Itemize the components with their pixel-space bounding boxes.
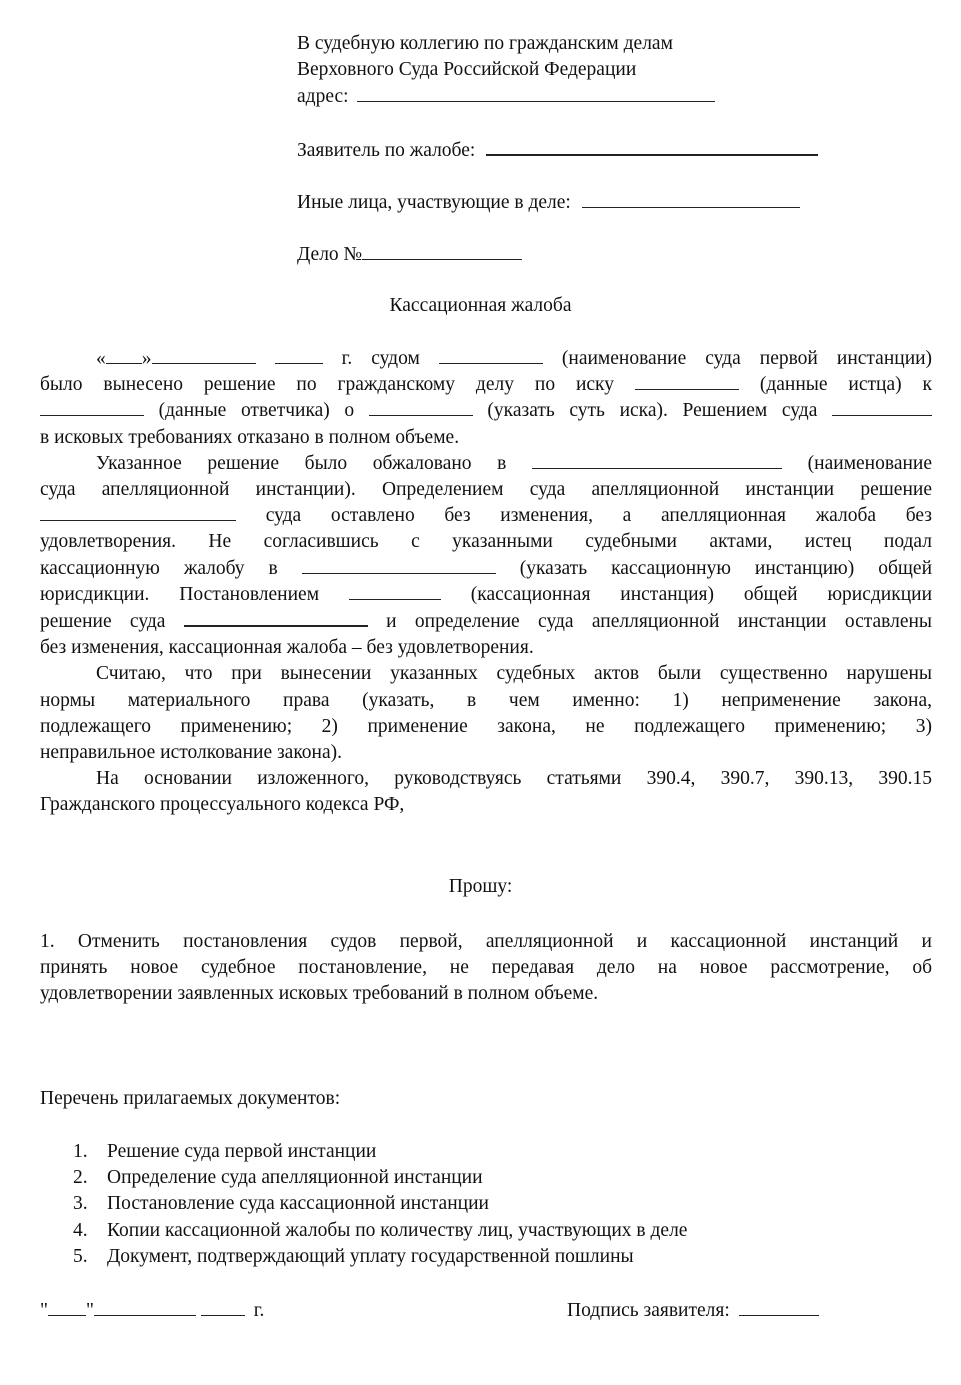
case-label: Дело № [297,244,363,265]
date-row [40,1298,264,1324]
list-item-number: 5. [73,1245,88,1267]
p2-text-unchanged: суда оставлено без изменения, а апелляционная жалоба без [265,505,932,527]
ruling-blank[interactable] [349,582,441,600]
others-blank[interactable] [582,190,800,208]
address-blank[interactable] [357,84,715,102]
p4-line-1: На основании изложенного, руководствуясь статьями 390.4, 390.7, 390.13, 390.15 [96,768,932,790]
date-quote-open: " [40,1300,48,1321]
date-year-suffix: г. [253,1300,265,1321]
p2-text-ruling: юрисдикции. Постановлением [40,583,320,605]
p1-line-4: в исковых требованиях отказано в полном объеме. [40,426,460,448]
list-item [73,1191,687,1217]
appeal-decision-blank[interactable] [40,503,236,521]
others-label: Иные лица, участвующие в деле: [297,192,571,213]
p2-text-cassation-hint: (указать кассационную инстанцию) общей [519,557,933,579]
list-item-text: Постановление суда кассационной инстанции [107,1193,489,1215]
p1-text-essence-hint: (указать суть иска). Решением суда [487,400,818,422]
p2-text-cassation: кассационную жалобу в [40,557,278,579]
case-row [297,242,522,268]
addressee-line-2: Верховного Суда Российской Федерации [297,59,637,80]
attachments-title: Перечень прилагаемых документов: [40,1088,341,1109]
defendant-blank[interactable] [40,398,144,416]
p2-text-decision: решение суда [40,611,166,633]
appeal-court-blank[interactable] [532,451,782,469]
list-item [73,1165,687,1191]
list-item [73,1139,687,1165]
p2-text-appeal-hint: (наименование [807,452,933,474]
p3-line-2: нормы материального права (указать, в чем именно: 1) неприменение закона, [40,689,932,711]
p2-line-5 [40,556,932,582]
p2-line-6 [40,582,932,608]
decision-blank[interactable] [832,398,932,416]
p1-text-claim: было вынесено решение по гражданскому делу по иску [40,374,615,396]
p3-line-4: неправильное истолкование закона). [40,742,343,764]
p3-line-1: Считаю, что при вынесении указанных судебных актов были существенно нарушены [96,663,932,685]
applicant-row [297,137,818,164]
p1-text-defendant-hint: (данные ответчика) о [158,400,355,422]
p4-line-2: Гражданского процессуального кодекса РФ, [40,794,405,816]
cassation-instance-blank[interactable] [302,556,496,574]
p3-line-3: подлежащего применению; 2) применение закона, не подлежащего применению; 3) [40,715,932,737]
p1-text-court-hint: (наименование суда первой инстанции) [561,348,933,369]
date-month-blank[interactable] [94,1298,196,1316]
first-court-blank[interactable] [439,346,543,364]
p1-text-plaintiff-hint: (данные истца) к [759,374,933,396]
list-item-number: 4. [73,1219,88,1241]
list-item-number: 3. [73,1193,88,1215]
signature-blank[interactable] [739,1298,819,1316]
request-line-3: удовлетворении заявленных исковых требований в полном объеме. [40,983,599,1005]
p2-text-left-unchanged: и определение суда апелляционной инстанции оставлены [386,611,933,633]
list-item-text: Документ, подтверждающий уплату государственной пошлины [107,1245,634,1267]
p1-line-1 [40,346,932,372]
request-line-1: 1. Отменить постановления судов первой, апелляционной и кассационной инстанций и [40,931,932,952]
quote-close: » [141,348,152,369]
addressee-line-1: В судебную коллегию по гражданским делам [297,33,673,54]
request-line-2: принять новое судебное постановление, не передавая дело на новое рассмотрение, об [40,957,932,979]
p1-line-2 [40,372,932,398]
attachments-list [73,1139,687,1270]
p2-line-8: без изменения, кассационная жалоба – без удовлетворения. [40,637,534,659]
list-item-text: Копии кассационной жалобы по количеству лиц, участвующих в деле [107,1219,688,1241]
day-blank[interactable] [106,346,142,364]
p2-text-ruling-hint: (кассационная инстанция) общей юрисдикции [470,583,933,605]
list-item-number: 1. [73,1141,88,1162]
list-item [73,1244,687,1270]
list-item [73,1218,687,1244]
claim-essence-blank[interactable] [369,398,473,416]
address-row [297,84,715,110]
date-year-blank[interactable] [201,1298,245,1316]
signature-row [567,1298,819,1324]
decision-court-blank[interactable] [184,608,368,627]
p2-line-2: суда апелляционной инстанции). Определением суда апелляционной инстанции решение [40,479,932,501]
p1-text-court: г. судом [341,348,420,369]
document-title: Кассационная жалоба [389,295,572,316]
request-body [40,929,932,1008]
p2-line-7 [40,608,932,635]
list-item-text: Определение суда апелляционной инстанции [107,1167,483,1189]
p1-line-3 [40,398,932,424]
applicant-blank[interactable] [486,137,818,156]
month-blank[interactable] [152,346,256,364]
date-day-blank[interactable] [48,1298,86,1316]
quote-open: « [96,348,106,369]
complaint-body [40,346,932,819]
list-item-number: 2. [73,1167,88,1189]
p2-line-3 [40,503,932,529]
list-item-text: Решение суда первой инстанции [107,1141,377,1162]
p2-line-4: удовлетворения. Не согласившись с указанными судебными актами, истец подал [40,531,932,553]
p2-text-appealed: Указанное решение было обжаловано в [96,452,507,474]
plaintiff-blank[interactable] [635,372,739,390]
others-row [297,190,800,216]
address-label: адрес: [297,86,349,107]
request-title: Прошу: [448,876,513,897]
case-number-blank[interactable] [362,242,522,260]
year-blank[interactable] [275,346,323,364]
signature-label: Подпись заявителя: [567,1300,730,1321]
p2-line-1 [40,451,932,477]
date-quote-close: " [85,1300,94,1321]
applicant-label: Заявитель по жалобе: [297,140,476,161]
